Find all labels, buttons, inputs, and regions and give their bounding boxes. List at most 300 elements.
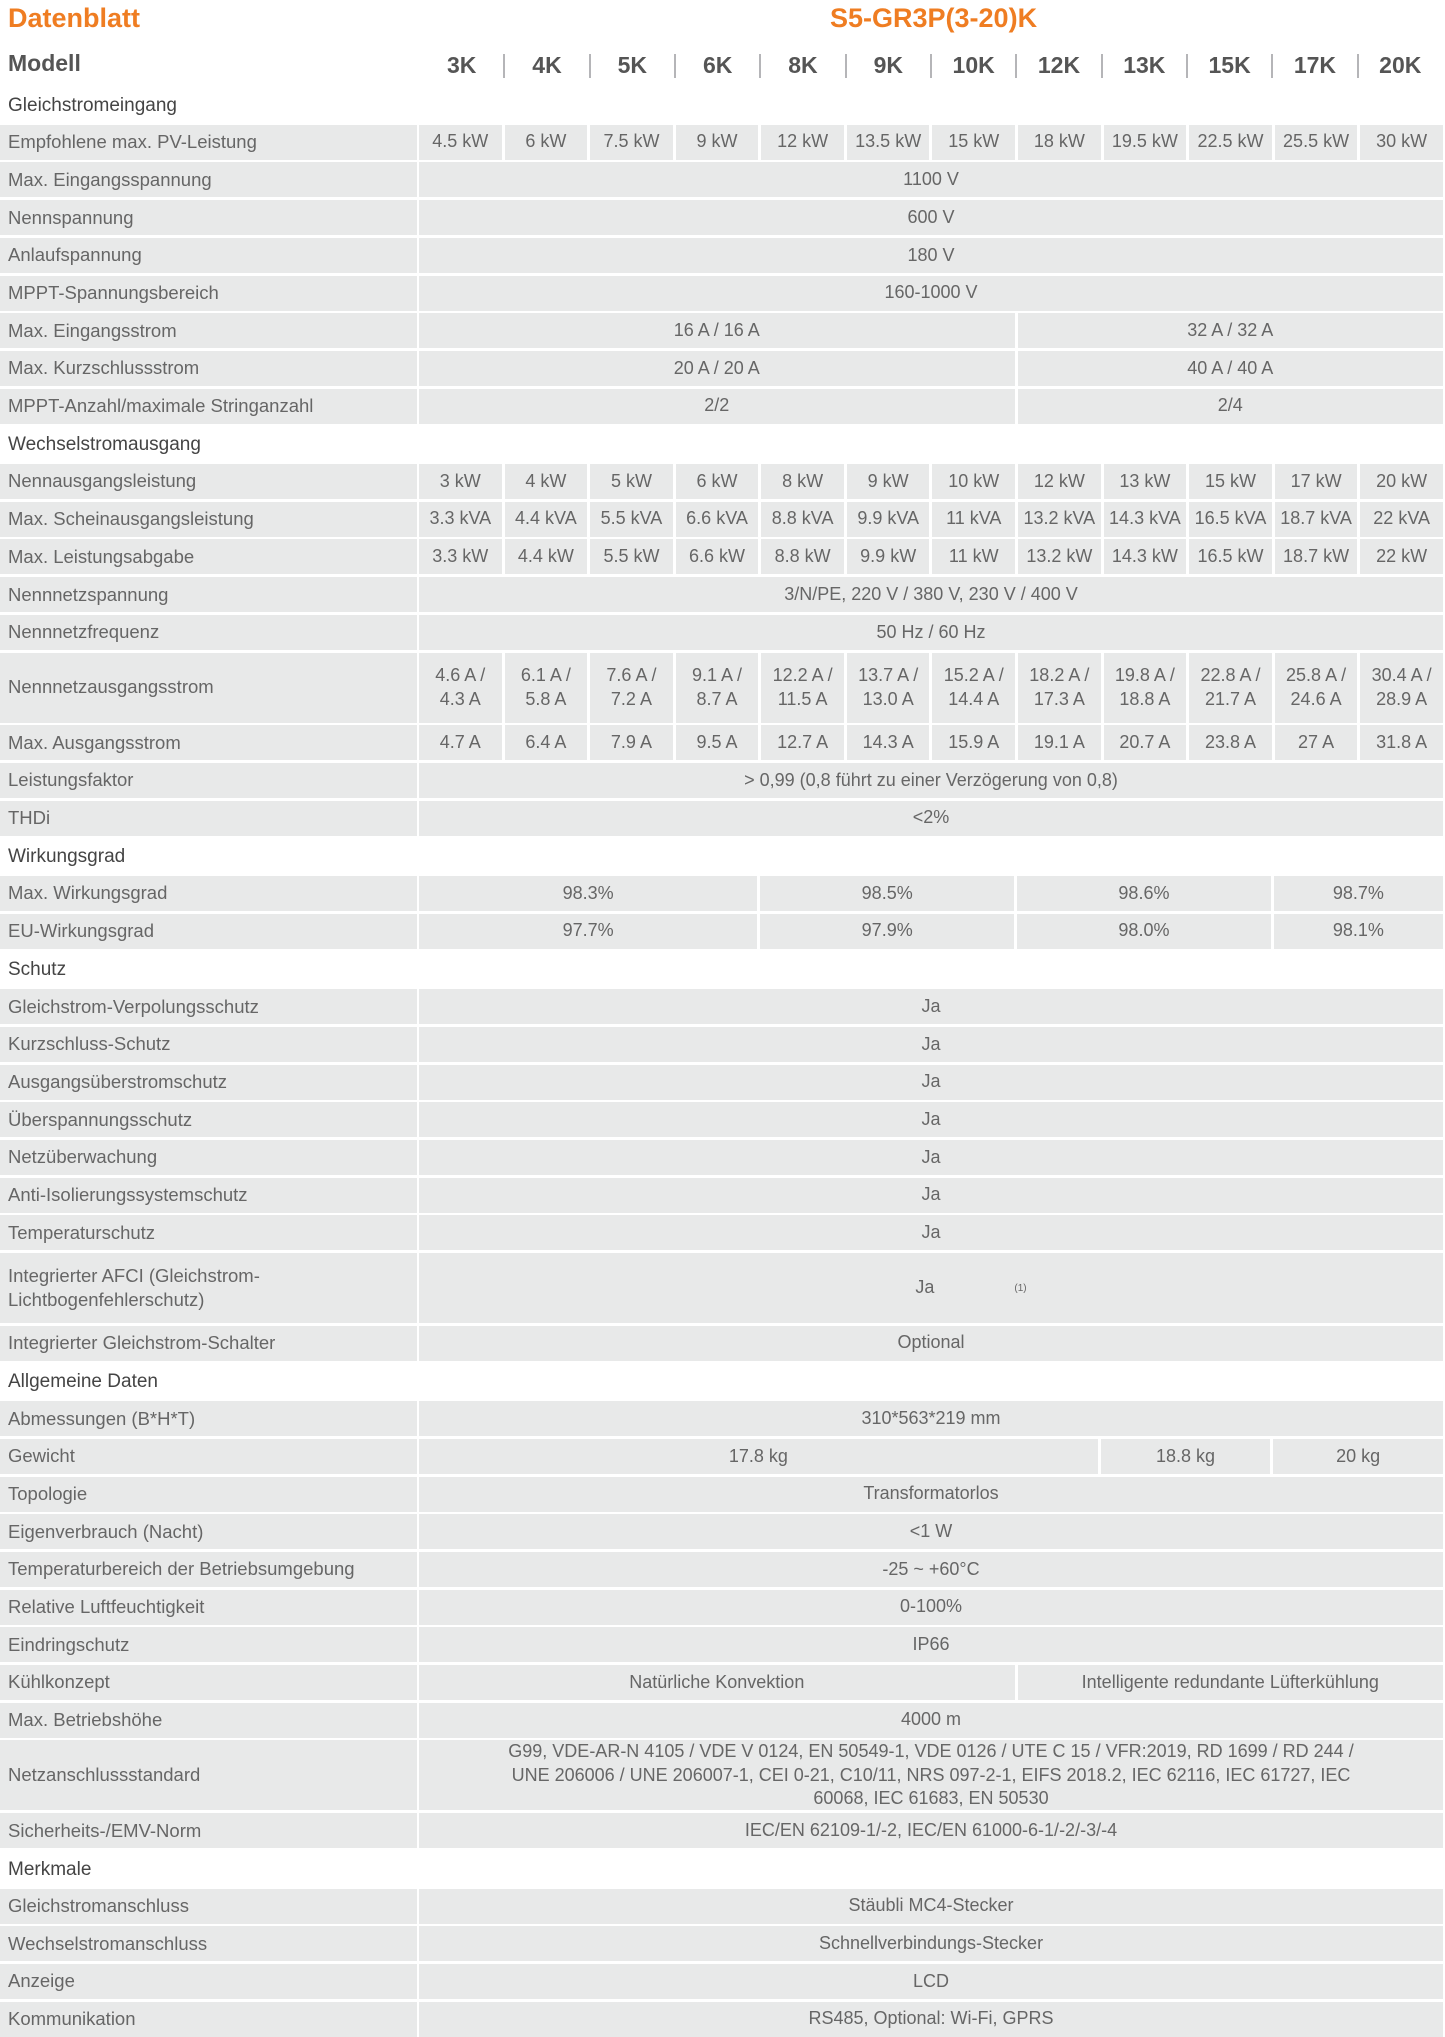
value-text: LCD bbox=[912, 1970, 949, 1991]
value-cell bbox=[1275, 464, 1358, 499]
table-row bbox=[0, 1477, 1443, 1512]
row-values bbox=[419, 1439, 1443, 1474]
row-values bbox=[419, 577, 1443, 612]
value-text: 12.7 A bbox=[777, 731, 829, 752]
value-cell bbox=[419, 914, 757, 949]
value-text: 17 kW bbox=[1290, 470, 1342, 491]
value-text: 5 kW bbox=[610, 470, 652, 491]
table-row bbox=[0, 1102, 1443, 1137]
table-row bbox=[0, 238, 1443, 273]
value-text: 22 kVA bbox=[1373, 508, 1430, 529]
row-label: Überspannungsschutz bbox=[0, 1102, 417, 1137]
row-values bbox=[419, 1964, 1443, 1999]
value-text: 98.5% bbox=[861, 882, 913, 903]
row-values bbox=[419, 1326, 1443, 1361]
value-text: 98.3% bbox=[562, 882, 614, 903]
row-values bbox=[419, 276, 1443, 311]
value-cell bbox=[505, 502, 588, 537]
value-cell bbox=[419, 464, 502, 499]
table-row bbox=[0, 801, 1443, 836]
row-label: Kühlkonzept bbox=[0, 1665, 417, 1700]
row-label: Anlaufspannung bbox=[0, 238, 417, 273]
value-cell bbox=[761, 653, 844, 723]
value-text: 11 kW bbox=[948, 546, 999, 567]
value-text: 5.5 kVA bbox=[600, 508, 663, 529]
value-text: 18.8 kg bbox=[1155, 1445, 1216, 1466]
table-row bbox=[0, 577, 1443, 612]
table-row bbox=[0, 763, 1443, 798]
value-cell bbox=[1189, 725, 1272, 760]
value-cell bbox=[761, 539, 844, 574]
row-values bbox=[419, 1102, 1443, 1137]
value-text: 8.8 kW bbox=[774, 546, 831, 567]
section-heading: Wechselstromausgang bbox=[8, 434, 201, 456]
value-cell bbox=[419, 125, 502, 160]
value-cell bbox=[590, 539, 673, 574]
row-label: Netzanschlussstandard bbox=[0, 1740, 417, 1810]
table-row bbox=[0, 464, 1443, 499]
value-text: 98.7% bbox=[1332, 882, 1384, 903]
value-text: 6.6 kW bbox=[689, 546, 746, 567]
value-text: Ja bbox=[921, 995, 941, 1016]
value-cell bbox=[932, 464, 1015, 499]
value-cell bbox=[1101, 1439, 1271, 1474]
value-cell bbox=[1104, 464, 1187, 499]
value-cell bbox=[419, 1102, 1443, 1137]
value-cell bbox=[761, 502, 844, 537]
value-text: 22 kW bbox=[1376, 546, 1428, 567]
value-cell bbox=[419, 1140, 1443, 1175]
value-text: 12 kW bbox=[777, 131, 829, 152]
value-cell bbox=[676, 653, 759, 723]
row-values bbox=[419, 1065, 1443, 1100]
row-values bbox=[419, 1477, 1443, 1512]
value-text: 50 Hz / 60 Hz bbox=[876, 621, 986, 642]
value-text: 23.8 A bbox=[1204, 731, 1257, 752]
table-row bbox=[0, 1590, 1443, 1625]
value-cell bbox=[1275, 653, 1358, 723]
value-text: 16.5 kW bbox=[1197, 546, 1264, 567]
table-row bbox=[0, 1665, 1443, 1700]
value-cell bbox=[419, 313, 1015, 348]
value-text: 3/N/PE, 220 V / 380 V, 230 V / 400 V bbox=[784, 583, 1078, 604]
row-label: Kurzschluss-Schutz bbox=[0, 1027, 417, 1062]
value-cell bbox=[847, 464, 930, 499]
value-cell bbox=[419, 1514, 1443, 1549]
value-text: <1 W bbox=[909, 1520, 953, 1541]
row-label: Empfohlene max. PV-Leistung bbox=[0, 125, 417, 160]
row-label: Nennausgangsleistung bbox=[0, 464, 417, 499]
value-text: 6 kW bbox=[696, 470, 738, 491]
model-column-6k: 6K bbox=[675, 46, 760, 84]
value-cell bbox=[590, 725, 673, 760]
value-cell bbox=[1189, 125, 1272, 160]
value-text: 98.0% bbox=[1118, 920, 1170, 941]
value-text: 20 kg bbox=[1336, 1445, 1381, 1466]
value-cell bbox=[590, 125, 673, 160]
value-cell bbox=[590, 502, 673, 537]
value-text: 4.7 A bbox=[439, 731, 481, 752]
value-cell bbox=[419, 725, 502, 760]
row-label: EU-Wirkungsgrad bbox=[0, 914, 417, 949]
table-row bbox=[0, 276, 1443, 311]
value-cell bbox=[419, 162, 1443, 197]
value-text: 16.5 kVA bbox=[1194, 508, 1267, 529]
value-cell bbox=[419, 1439, 1098, 1474]
row-label: Nennnetzfrequenz bbox=[0, 615, 417, 650]
value-cell bbox=[1189, 464, 1272, 499]
value-cell bbox=[1275, 725, 1358, 760]
row-label: Kommunikation bbox=[0, 2002, 417, 2037]
value-cell bbox=[419, 1665, 1015, 1700]
value-cell bbox=[419, 1889, 1443, 1924]
model-column-8k: 8K bbox=[760, 46, 845, 84]
row-values bbox=[419, 615, 1443, 650]
value-cell bbox=[419, 389, 1015, 424]
value-text: Ja bbox=[921, 1222, 941, 1243]
value-text: Stäubli MC4-Stecker bbox=[848, 1895, 1014, 1916]
row-values bbox=[419, 1665, 1443, 1700]
row-values bbox=[419, 1627, 1443, 1662]
value-cell bbox=[1017, 876, 1271, 911]
value-text: 8 kW bbox=[782, 470, 824, 491]
table-row bbox=[0, 615, 1443, 650]
value-cell bbox=[419, 351, 1015, 386]
value-text: 11 kVA bbox=[946, 508, 1002, 529]
row-values bbox=[419, 1813, 1443, 1848]
value-text: 5.5 kW bbox=[603, 546, 660, 567]
value-text: 2/2 bbox=[704, 395, 730, 416]
table-row bbox=[0, 351, 1443, 386]
value-cell bbox=[1104, 502, 1187, 537]
value-cell bbox=[1104, 653, 1187, 723]
table-row bbox=[0, 1703, 1443, 1738]
value-cell bbox=[419, 276, 1443, 311]
table-row bbox=[0, 989, 1443, 1024]
table-row bbox=[0, 1627, 1443, 1662]
value-cell bbox=[419, 1326, 1443, 1361]
value-text: 4000 m bbox=[900, 1709, 962, 1730]
value-cell bbox=[1360, 653, 1443, 723]
model-column-5k: 5K bbox=[590, 46, 675, 84]
value-cell bbox=[761, 725, 844, 760]
value-cell bbox=[419, 1178, 1443, 1213]
row-values bbox=[419, 1253, 1443, 1323]
value-cell bbox=[419, 876, 757, 911]
row-values bbox=[419, 876, 1443, 911]
value-text: 15 kW bbox=[1204, 470, 1256, 491]
value-text: Transformatorlos bbox=[863, 1483, 999, 1504]
value-cell bbox=[676, 464, 759, 499]
value-cell bbox=[505, 125, 588, 160]
value-text: 9 kW bbox=[696, 131, 738, 152]
footnote-marker: (1) bbox=[1014, 1282, 1027, 1294]
table-row bbox=[0, 502, 1443, 537]
value-text: <2% bbox=[912, 807, 950, 828]
model-label: Modell bbox=[8, 50, 81, 76]
value-cell bbox=[1018, 313, 1443, 348]
value-text: Intelligente redundante Lüfterkühlung bbox=[1081, 1671, 1379, 1692]
value-cell bbox=[676, 539, 759, 574]
value-cell bbox=[1018, 539, 1101, 574]
value-text: 19.8 A / 18.8 A bbox=[1114, 665, 1175, 709]
value-cell bbox=[1018, 725, 1101, 760]
value-text: 15.2 A / 14.4 A bbox=[943, 665, 1004, 709]
row-label: MPPT-Anzahl/maximale Stringanzahl bbox=[0, 389, 417, 424]
row-values bbox=[419, 125, 1443, 160]
value-cell bbox=[847, 725, 930, 760]
value-text: 40 A / 40 A bbox=[1187, 357, 1274, 378]
model-column-20k: 20K bbox=[1358, 46, 1443, 84]
row-label: Nennnetzausgangsstrom bbox=[0, 653, 417, 723]
value-text: > 0,99 (0,8 führt zu einer Verzögerung von 0,8) bbox=[744, 769, 1118, 790]
row-label: Max. Scheinausgangsleistung bbox=[0, 502, 417, 537]
value-cell bbox=[419, 1401, 1443, 1436]
value-cell bbox=[676, 725, 759, 760]
row-label: Max. Eingangsstrom bbox=[0, 313, 417, 348]
table-row bbox=[0, 1964, 1443, 1999]
row-values bbox=[419, 351, 1443, 386]
table-row bbox=[0, 1140, 1443, 1175]
table-row bbox=[0, 313, 1443, 348]
value-text: Ja bbox=[921, 1033, 941, 1054]
value-cell bbox=[1104, 725, 1187, 760]
value-cell bbox=[1018, 464, 1101, 499]
row-label: Anti-Isolierungssystemschutz bbox=[0, 1178, 417, 1213]
value-cell bbox=[1274, 914, 1443, 949]
row-values bbox=[419, 464, 1443, 499]
value-text: 31.8 A bbox=[1376, 731, 1428, 752]
section-heading: Gleichstromeingang bbox=[8, 95, 177, 116]
value-text: 6 kW bbox=[525, 131, 567, 152]
value-cell bbox=[419, 1215, 1443, 1250]
value-text: 0-100% bbox=[899, 1596, 963, 1617]
product-title: S5-GR3P(3-20)K bbox=[830, 3, 1038, 33]
value-text: 9.9 kVA bbox=[857, 508, 920, 529]
table-row bbox=[0, 1065, 1443, 1100]
value-text: Ja bbox=[915, 1277, 935, 1298]
row-label: Integrierter AFCI (Gleichstrom-Lichtbogenfehlerschutz) bbox=[0, 1253, 417, 1323]
value-cell bbox=[1360, 125, 1443, 160]
value-cell bbox=[419, 502, 502, 537]
value-text: 97.7% bbox=[562, 920, 614, 941]
value-cell bbox=[419, 653, 502, 723]
value-cell bbox=[932, 653, 1015, 723]
model-header-row bbox=[0, 46, 1445, 84]
row-values bbox=[419, 1514, 1443, 1549]
row-values bbox=[419, 1703, 1443, 1738]
value-text: 25.8 A / 24.6 A bbox=[1286, 665, 1347, 709]
table-row bbox=[0, 914, 1443, 949]
row-label: Gewicht bbox=[0, 1439, 417, 1474]
value-text: Optional bbox=[897, 1332, 965, 1353]
value-text: 12 kW bbox=[1033, 470, 1085, 491]
table-row bbox=[0, 539, 1443, 574]
table-row bbox=[0, 2002, 1443, 2037]
value-cell bbox=[1275, 502, 1358, 537]
table-row bbox=[0, 1439, 1443, 1474]
table-row bbox=[0, 1401, 1443, 1436]
row-label: Max. Ausgangsstrom bbox=[0, 725, 417, 760]
value-text: 22.5 kW bbox=[1197, 131, 1264, 152]
value-cell bbox=[761, 125, 844, 160]
row-label: Max. Leistungsabgabe bbox=[0, 539, 417, 574]
value-text: Natürliche Konvektion bbox=[629, 1671, 805, 1692]
value-cell bbox=[760, 876, 1014, 911]
row-label: Eindringschutz bbox=[0, 1627, 417, 1662]
row-label: Relative Luftfeuchtigkeit bbox=[0, 1590, 417, 1625]
row-label: THDi bbox=[0, 801, 417, 836]
row-values bbox=[419, 1140, 1443, 1175]
value-text: 13.2 kW bbox=[1026, 546, 1093, 567]
value-text: 4.5 kW bbox=[432, 131, 489, 152]
row-label: Gleichstromanschluss bbox=[0, 1889, 417, 1924]
value-cell bbox=[419, 615, 1443, 650]
row-label: Eigenverbrauch (Nacht) bbox=[0, 1514, 417, 1549]
value-cell bbox=[419, 1065, 1443, 1100]
model-column-13k: 13K bbox=[1102, 46, 1187, 84]
row-label: Leistungsfaktor bbox=[0, 763, 417, 798]
row-values bbox=[419, 539, 1443, 574]
value-cell bbox=[1018, 351, 1443, 386]
value-cell bbox=[1018, 389, 1443, 424]
row-label: Topologie bbox=[0, 1477, 417, 1512]
value-text: 19.1 A bbox=[1033, 731, 1085, 752]
value-text: 18 kW bbox=[1033, 131, 1085, 152]
value-cell bbox=[419, 1740, 1443, 1810]
section-heading: Wirkungsgrad bbox=[8, 846, 126, 868]
document-title: Datenblatt bbox=[8, 3, 141, 33]
value-cell bbox=[1189, 653, 1272, 723]
value-text: 13 kW bbox=[1119, 470, 1171, 491]
row-values bbox=[419, 238, 1443, 273]
value-text: IP66 bbox=[912, 1634, 950, 1655]
value-cell bbox=[419, 1590, 1443, 1625]
value-text: 3.3 kVA bbox=[429, 508, 492, 529]
value-cell bbox=[932, 725, 1015, 760]
value-text: 18.7 kW bbox=[1283, 546, 1350, 567]
title-bar bbox=[0, 0, 1445, 40]
value-text: 15 kW bbox=[948, 131, 1000, 152]
value-cell bbox=[590, 653, 673, 723]
table-row bbox=[0, 725, 1443, 760]
row-values bbox=[419, 162, 1443, 197]
row-label: Wechselstromanschluss bbox=[0, 1926, 417, 1961]
value-cell bbox=[419, 763, 1443, 798]
table-row bbox=[0, 389, 1443, 424]
value-cell bbox=[1018, 502, 1101, 537]
value-cell bbox=[1275, 539, 1358, 574]
value-text: 7.9 A bbox=[610, 731, 652, 752]
table-row bbox=[0, 1027, 1443, 1062]
row-values bbox=[419, 801, 1443, 836]
value-text: Schnellverbindungs-Stecker bbox=[818, 1932, 1044, 1953]
value-text: 13.2 kVA bbox=[1023, 508, 1096, 529]
value-cell bbox=[505, 464, 588, 499]
value-text: Ja bbox=[921, 1184, 941, 1205]
value-text: 180 V bbox=[907, 244, 955, 265]
value-text: RS485, Optional: Wi-Fi, GPRS bbox=[808, 2008, 1054, 2029]
value-text: 9.1 A / 8.7 A bbox=[692, 665, 743, 709]
table-row bbox=[0, 1514, 1443, 1549]
value-text: 97.9% bbox=[861, 920, 913, 941]
model-column-15k: 15K bbox=[1187, 46, 1272, 84]
model-column-3k: 3K bbox=[446, 52, 477, 78]
row-label: Nennnetzspannung bbox=[0, 577, 417, 612]
value-cell bbox=[1360, 539, 1443, 574]
value-text: 4.4 kVA bbox=[515, 508, 577, 529]
value-text: 16 A / 16 A bbox=[673, 319, 760, 340]
row-label: Sicherheits-/EMV-Norm bbox=[0, 1813, 417, 1848]
value-cell bbox=[1018, 125, 1101, 160]
table-row bbox=[0, 1926, 1443, 1961]
value-text: 9.5 A bbox=[696, 731, 738, 752]
value-text: Ja bbox=[921, 1071, 941, 1092]
value-cell bbox=[760, 914, 1014, 949]
value-cell bbox=[419, 1027, 1443, 1062]
row-label: Temperaturbereich der Betriebsumgebung bbox=[0, 1552, 417, 1587]
section-heading: Schutz bbox=[8, 959, 67, 981]
row-label: Anzeige bbox=[0, 1964, 417, 1999]
value-text: 4.4 kW bbox=[517, 546, 574, 567]
value-cell bbox=[1189, 539, 1272, 574]
value-cell bbox=[1189, 502, 1272, 537]
value-cell bbox=[419, 1703, 1443, 1738]
value-cell bbox=[932, 539, 1015, 574]
value-text: 6.1 A / 5.8 A bbox=[520, 665, 571, 709]
row-label: Max. Kurzschlussstrom bbox=[0, 351, 417, 386]
value-text: 9 kW bbox=[867, 470, 909, 491]
value-text: 7.6 A / 7.2 A bbox=[606, 665, 657, 709]
value-text: 3.3 kW bbox=[432, 546, 489, 567]
value-text: 13.7 A / 13.0 A bbox=[858, 665, 919, 709]
row-values bbox=[419, 653, 1443, 723]
table-row bbox=[0, 1253, 1443, 1323]
table-row bbox=[0, 125, 1443, 160]
value-text: Ja bbox=[921, 1108, 941, 1129]
value-cell bbox=[1360, 725, 1443, 760]
value-cell bbox=[505, 539, 588, 574]
value-text: 310*563*219 mm bbox=[861, 1407, 1001, 1428]
value-cell bbox=[1360, 464, 1443, 499]
value-cell bbox=[1104, 125, 1187, 160]
table-row bbox=[0, 1215, 1443, 1250]
value-cell bbox=[1017, 914, 1271, 949]
value-text: 160-1000 V bbox=[884, 282, 978, 303]
value-text: 1100 V bbox=[903, 169, 959, 190]
value-text: 15.9 A bbox=[948, 731, 1000, 752]
row-values bbox=[419, 1590, 1443, 1625]
value-text: Ja bbox=[921, 1146, 941, 1167]
model-column-10k: 10K bbox=[931, 46, 1016, 84]
value-cell bbox=[847, 539, 930, 574]
value-cell bbox=[676, 502, 759, 537]
table-row bbox=[0, 653, 1443, 723]
row-values bbox=[419, 725, 1443, 760]
value-cell bbox=[1018, 1665, 1443, 1700]
table-row bbox=[0, 1326, 1443, 1361]
value-text: 2/4 bbox=[1217, 395, 1243, 416]
model-column-9k: 9K bbox=[846, 46, 931, 84]
value-text: 6.6 kVA bbox=[686, 508, 748, 529]
row-values bbox=[419, 200, 1443, 235]
value-text: 13.5 kW bbox=[855, 131, 922, 152]
value-text: 17.8 kg bbox=[728, 1445, 788, 1466]
value-cell bbox=[419, 200, 1443, 235]
row-values bbox=[419, 2002, 1443, 2037]
table-row bbox=[0, 162, 1443, 197]
row-label: Max. Eingangsspannung bbox=[0, 162, 417, 197]
